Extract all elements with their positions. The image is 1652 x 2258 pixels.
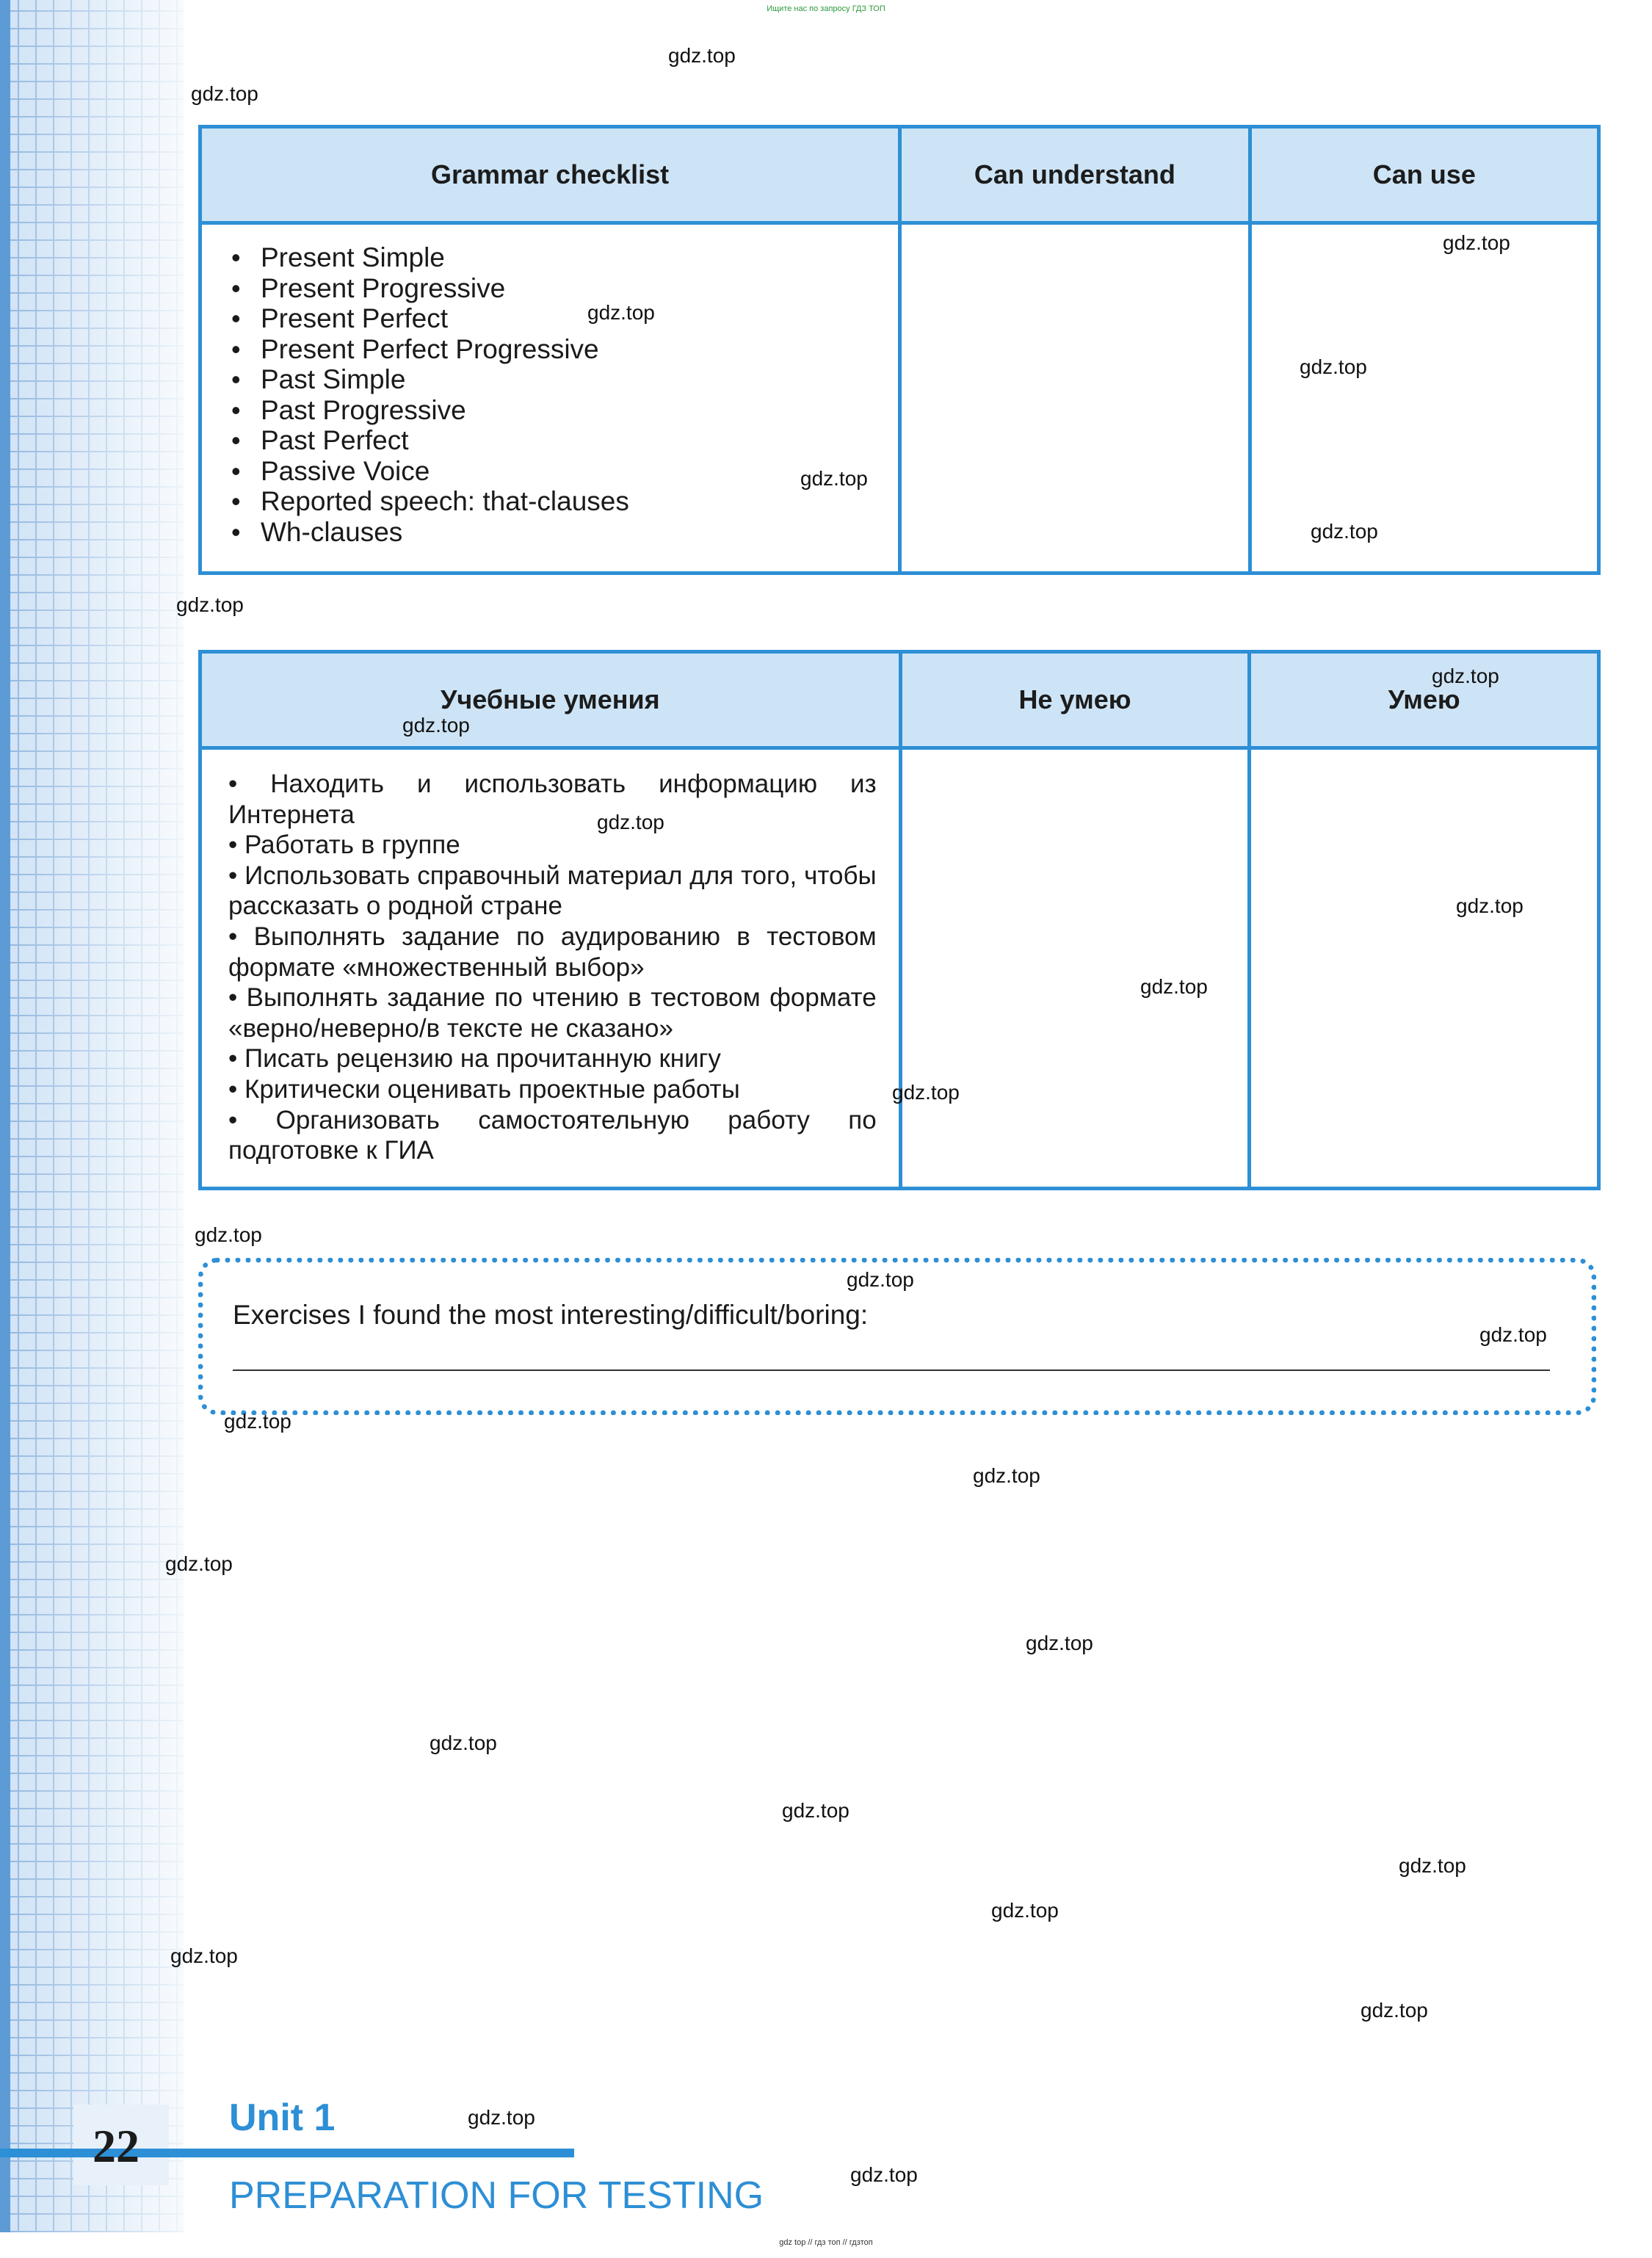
watermark: gdz.top: [176, 593, 244, 616]
list-item: • Past Simple: [228, 364, 876, 395]
cannot-cell[interactable]: [900, 748, 1250, 1189]
watermark: gdz.top: [1443, 231, 1510, 254]
watermark: gdz.top: [587, 301, 655, 324]
header-can-understand: Can understand: [900, 127, 1250, 223]
watermark: gdz.top: [165, 1552, 233, 1575]
list-item: • Выполнять задание по аудированию в тестовом формате «множественный выбор»: [228, 922, 877, 982]
watermark: gdz.top: [1432, 665, 1499, 687]
can-use-cell[interactable]: [1250, 223, 1598, 573]
watermark: gdz.top: [800, 467, 868, 490]
watermark: gdz.top: [1026, 1632, 1093, 1654]
list-item: • Passive Voice: [228, 456, 876, 487]
skills-items-cell: [200, 748, 901, 1189]
watermark: gdz.top: [1456, 894, 1524, 917]
unit-title: Unit 1: [229, 2096, 336, 2139]
header-cannot: Не умею: [900, 652, 1250, 748]
list-item: • Reported speech: that-clauses: [228, 486, 876, 517]
list-item: • Present Progressive: [228, 273, 876, 304]
grammar-checklist-table: [198, 125, 1601, 575]
exercises-prompt: Exercises I found the most interesting/difficult/boring:: [233, 1300, 869, 1330]
watermark: gdz.top: [1361, 1999, 1428, 2022]
answer-line[interactable]: [233, 1369, 1550, 1371]
list-item: • Организовать самостоятельную работу по подготовке к ГИА: [228, 1105, 877, 1165]
page-number: 22: [93, 2120, 140, 2172]
watermark: gdz.top: [850, 2163, 918, 2186]
list-item: • Wh-clauses: [228, 517, 876, 548]
list-item: • Использовать справочный материал для того, чтобы рассказать о родной стране: [228, 861, 877, 921]
list-item: • Находить и использовать информацию из Интернета: [228, 770, 877, 829]
unit-rule: [229, 2149, 574, 2157]
watermark: gdz.top: [191, 82, 258, 105]
watermark: gdz.top: [668, 44, 736, 67]
can-understand-cell[interactable]: [900, 223, 1250, 573]
watermark: gdz.top: [1311, 520, 1378, 543]
watermark: gdz.top: [892, 1081, 960, 1104]
watermark: gdz.top: [1300, 355, 1367, 378]
watermark: gdz.top: [847, 1268, 914, 1291]
list-item: • Работать в группе: [228, 831, 460, 860]
watermark: gdz.top: [430, 1732, 497, 1754]
grammar-items-cell: [200, 223, 900, 573]
watermark: gdz.top: [991, 1899, 1059, 1922]
watermark: gdz.top: [782, 1799, 849, 1822]
watermark: gdz.top: [195, 1223, 262, 1246]
watermark: gdz.top: [1140, 975, 1208, 998]
list-item: • Past Perfect: [228, 425, 876, 456]
header-note: Ищите нас по запросу ГДЗ ТОП: [767, 4, 885, 13]
watermark: gdz.top: [402, 714, 470, 737]
watermark: gdz.top: [1479, 1323, 1547, 1346]
watermark: gdz.top: [468, 2106, 535, 2129]
grid-margin-decoration: [0, 0, 184, 2232]
grammar-items-list: [228, 242, 876, 547]
watermark: gdz.top: [973, 1464, 1040, 1487]
header-study-skills: Учебные умения: [200, 652, 901, 748]
list-item: • Present Simple: [228, 242, 876, 273]
footer-note: gdz top // гдз топ // гдзтоп: [779, 2238, 873, 2247]
watermark: gdz.top: [1399, 1854, 1466, 1877]
header-can-use: Can use: [1250, 127, 1598, 223]
list-item: • Present Perfect Progressive: [228, 334, 876, 365]
header-grammar-checklist: Grammar checklist: [200, 127, 900, 223]
unit-subtitle: PREPARATION FOR TESTING: [229, 2174, 764, 2217]
watermark: gdz.top: [170, 1944, 238, 1967]
list-item: • Писать рецензию на прочитанную книгу: [228, 1044, 721, 1074]
watermark: gdz.top: [597, 811, 664, 833]
list-item: • Критически оценивать проектные работы: [228, 1074, 740, 1104]
watermark: gdz.top: [224, 1410, 291, 1433]
list-item: • Выполнять задание по чтению в тестовом формате «верно/неверно/в тексте не сказано»: [228, 983, 877, 1043]
list-item: • Past Progressive: [228, 395, 876, 426]
margin-edge: [0, 0, 10, 2232]
list-item: • Present Perfect: [228, 303, 876, 334]
header-can: Умею: [1250, 652, 1599, 748]
can-cell[interactable]: [1250, 748, 1599, 1189]
